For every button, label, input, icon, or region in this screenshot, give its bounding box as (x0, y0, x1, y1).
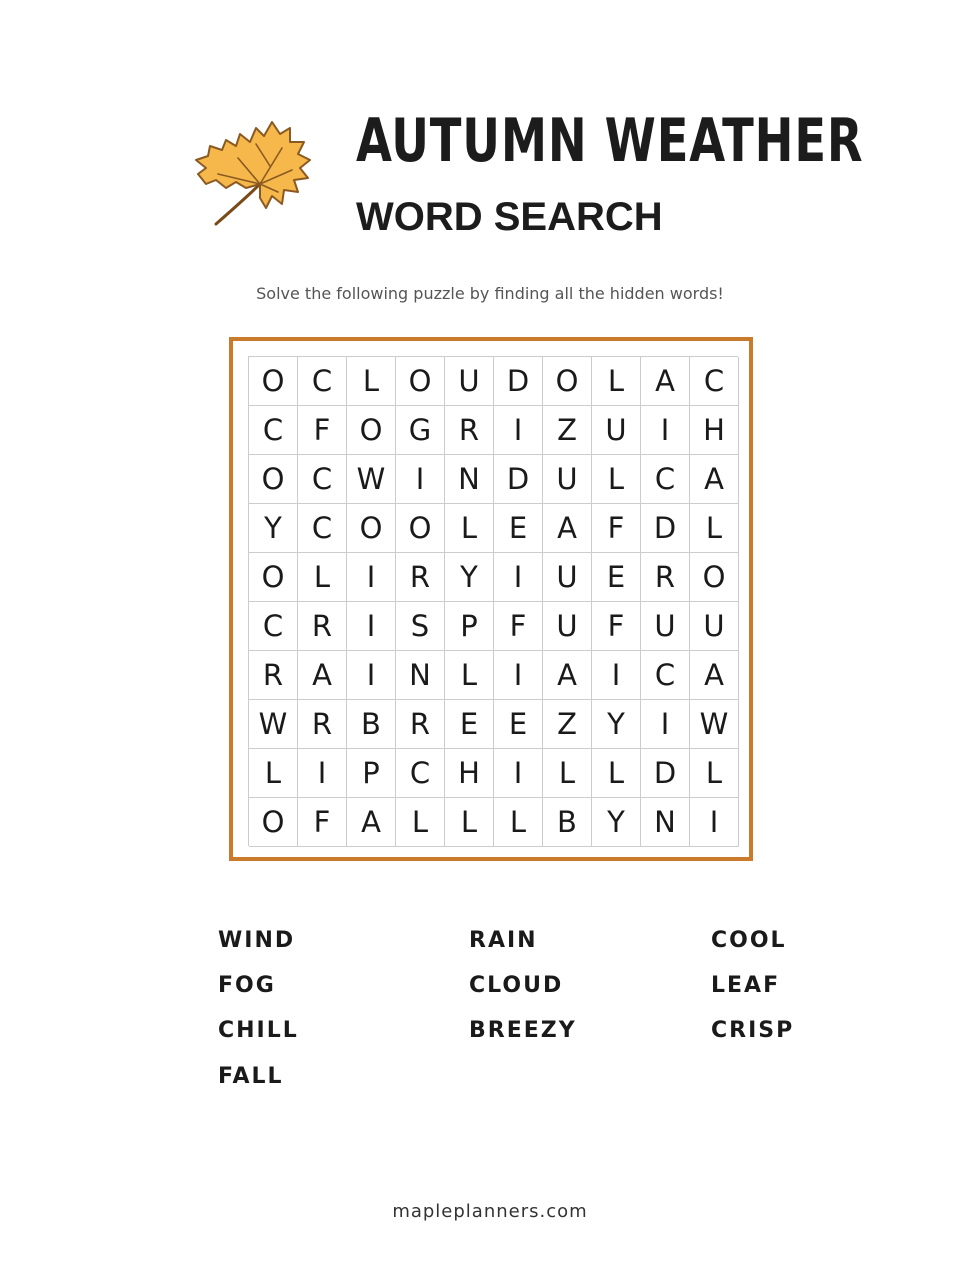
grid-cell: Z (543, 700, 592, 749)
grid-cell: O (249, 553, 298, 602)
grid-cell: I (690, 798, 739, 847)
word-list-item: BREEZY (469, 1018, 577, 1043)
grid-cell: A (347, 798, 396, 847)
grid-cell: W (249, 700, 298, 749)
grid-cell: L (396, 798, 445, 847)
grid-cell: C (641, 651, 690, 700)
grid-cell: A (298, 651, 347, 700)
letter-grid (248, 356, 738, 846)
grid-cell: L (592, 749, 641, 798)
grid-cell: E (494, 700, 543, 749)
grid-cell: O (249, 357, 298, 406)
grid-cell: C (641, 455, 690, 504)
grid-cell: D (494, 357, 543, 406)
grid-cell: D (641, 749, 690, 798)
grid-cell: I (494, 406, 543, 455)
grid-cell: N (445, 455, 494, 504)
grid-cell: C (298, 455, 347, 504)
grid-cell: R (298, 700, 347, 749)
grid-cell: C (298, 504, 347, 553)
grid-cell: L (543, 749, 592, 798)
grid-cell: L (445, 504, 494, 553)
grid-cell: C (249, 602, 298, 651)
grid-cell: U (543, 602, 592, 651)
grid-cell: F (494, 602, 543, 651)
grid-cell: H (445, 749, 494, 798)
grid-cell: Y (249, 504, 298, 553)
grid-cell: L (445, 798, 494, 847)
grid-cell: I (347, 651, 396, 700)
grid-cell: L (690, 504, 739, 553)
grid-cell: O (347, 406, 396, 455)
grid-cell: I (396, 455, 445, 504)
grid-cell: U (543, 553, 592, 602)
grid-cell: L (445, 651, 494, 700)
grid-cell: L (592, 357, 641, 406)
footer-website: mapleplanners.com (392, 1201, 588, 1222)
grid-cell: L (347, 357, 396, 406)
grid-cell: Z (543, 406, 592, 455)
grid-cell: A (690, 651, 739, 700)
grid-cell: Y (592, 798, 641, 847)
grid-cell: I (494, 553, 543, 602)
grid-cell: I (641, 406, 690, 455)
word-list-item: CHILL (218, 1018, 299, 1043)
grid-cell: D (494, 455, 543, 504)
grid-cell: U (690, 602, 739, 651)
grid-cell: H (690, 406, 739, 455)
grid-cell: F (592, 602, 641, 651)
grid-cell: O (543, 357, 592, 406)
grid-cell: I (494, 651, 543, 700)
grid-cell: L (592, 455, 641, 504)
grid-cell: W (347, 455, 396, 504)
word-list-item: LEAF (711, 973, 781, 998)
grid-cell: O (249, 455, 298, 504)
grid-cell: E (592, 553, 641, 602)
maple-leaf-icon (186, 114, 322, 236)
grid-cell: O (249, 798, 298, 847)
grid-cell: F (592, 504, 641, 553)
grid-cell: R (641, 553, 690, 602)
grid-cell: C (690, 357, 739, 406)
grid-cell: N (641, 798, 690, 847)
grid-cell: O (347, 504, 396, 553)
grid-cell: L (494, 798, 543, 847)
grid-cell: B (347, 700, 396, 749)
grid-cell: A (543, 504, 592, 553)
grid-cell: A (543, 651, 592, 700)
word-list-item: CRISP (711, 1018, 795, 1043)
page-title: AUTUMN WEATHER (356, 106, 864, 176)
grid-cell: U (641, 602, 690, 651)
grid-cell: I (298, 749, 347, 798)
grid-cell: Y (445, 553, 494, 602)
grid-cell: R (445, 406, 494, 455)
grid-cell: F (298, 798, 347, 847)
puzzle-frame (229, 337, 753, 861)
grid-cell: A (690, 455, 739, 504)
word-list-item: WIND (218, 928, 296, 953)
grid-cell: Y (592, 700, 641, 749)
grid-cell: R (249, 651, 298, 700)
grid-cell: N (396, 651, 445, 700)
instructions-text: Solve the following puzzle by finding all the hidden words! (256, 284, 724, 303)
grid-cell: I (347, 553, 396, 602)
word-list-item: FALL (218, 1064, 284, 1089)
grid-cell: E (445, 700, 494, 749)
grid-cell: L (298, 553, 347, 602)
grid-cell: C (298, 357, 347, 406)
grid-cell: E (494, 504, 543, 553)
grid-cell: U (592, 406, 641, 455)
page-subtitle: WORD SEARCH (356, 195, 663, 239)
grid-cell: C (396, 749, 445, 798)
grid-cell: O (690, 553, 739, 602)
grid-cell: R (396, 553, 445, 602)
grid-cell: L (249, 749, 298, 798)
grid-cell: A (641, 357, 690, 406)
grid-cell: I (494, 749, 543, 798)
grid-cell: G (396, 406, 445, 455)
grid-cell: R (298, 602, 347, 651)
grid-cell: I (641, 700, 690, 749)
grid-cell: U (445, 357, 494, 406)
word-list-item: FOG (218, 973, 276, 998)
grid-cell: O (396, 504, 445, 553)
grid-cell: U (543, 455, 592, 504)
word-list-item: CLOUD (469, 973, 564, 998)
grid-cell: L (690, 749, 739, 798)
grid-cell: P (347, 749, 396, 798)
grid-cell: S (396, 602, 445, 651)
grid-cell: R (396, 700, 445, 749)
grid-cell: O (396, 357, 445, 406)
grid-cell: B (543, 798, 592, 847)
grid-cell: C (249, 406, 298, 455)
grid-cell: I (592, 651, 641, 700)
word-list-item: RAIN (469, 928, 538, 953)
word-list-item: COOL (711, 928, 787, 953)
grid-cell: D (641, 504, 690, 553)
grid-cell: P (445, 602, 494, 651)
grid-cell: I (347, 602, 396, 651)
grid-cell: W (690, 700, 739, 749)
grid-cell: F (298, 406, 347, 455)
